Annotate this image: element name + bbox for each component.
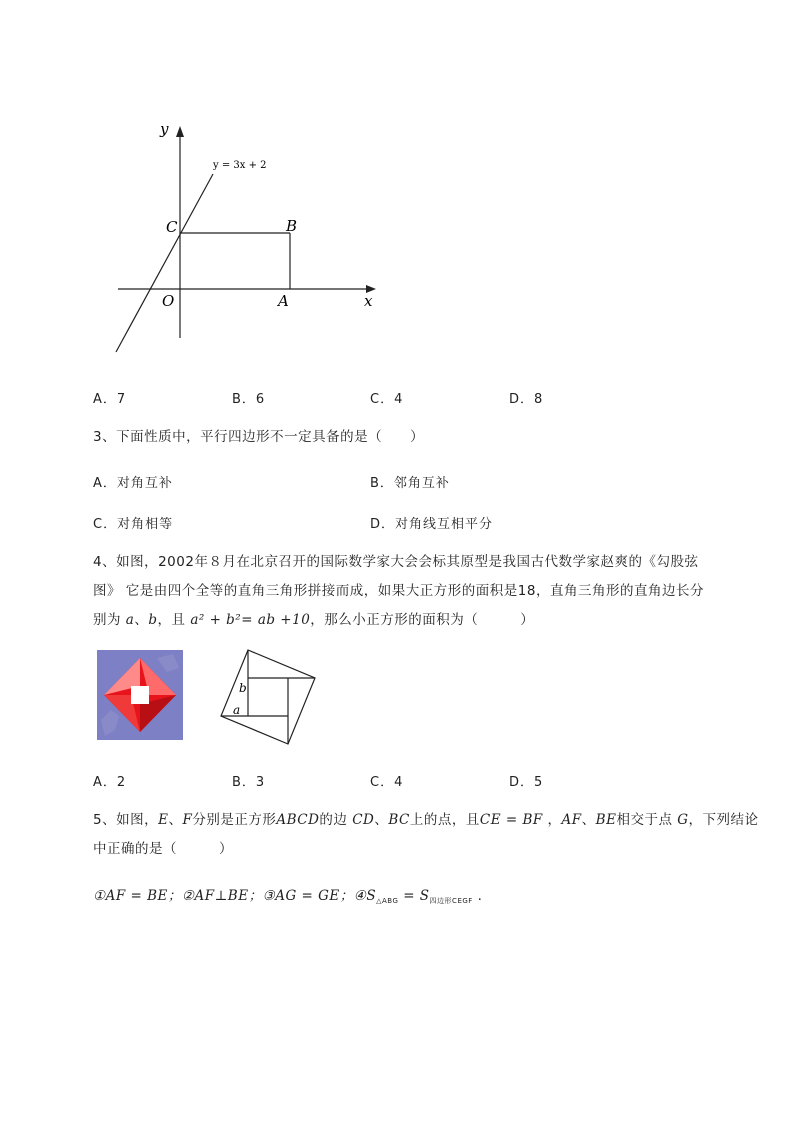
q5-square-abcd: ABCD [276, 812, 320, 828]
q5-mid2: 的边 [319, 812, 353, 828]
q4-option-d: D．5 [509, 775, 544, 790]
q2-option-d: D．8 [509, 392, 544, 407]
q4-option-c: C．4 [370, 775, 404, 790]
q5-conclusion-end: . [472, 888, 483, 904]
q5-mid3: 上的点，且 [409, 812, 480, 828]
q2-option-b: B．6 [232, 392, 266, 407]
q5-prefix: 5、如图， [93, 812, 159, 828]
q4-stem-line3 [93, 606, 534, 635]
q4-formula: a² + b²= ab +10 [190, 612, 311, 628]
q5-conclusion-1: ①AF = BE [93, 888, 168, 904]
q5-stem-line2: 中正确的是（ ） [93, 841, 233, 857]
q4-line3-suffix: ，那么小正方形的面积为（ ） [310, 612, 535, 628]
q5-mid1: 分别是正方形 [192, 812, 277, 828]
line-y-equals-3x-plus-2 [116, 174, 213, 352]
q5-sep2: 、 [374, 812, 389, 828]
q4-option-b: B．3 [232, 775, 266, 790]
x-axis-label: x [364, 292, 373, 310]
q5-segment-af: AF [561, 812, 582, 828]
line-equation-label: y = 3x + 2 [213, 160, 267, 171]
diagram-label-b: b [239, 681, 247, 695]
q4-stem-line2: 图》 它是由四个全等的直角三角形拼接而成，如果大正方形的面积是18，直角三角形的直角边长分 [93, 583, 704, 599]
q5-conclusion-2: ；②AF⊥BE [167, 888, 249, 904]
q3-stem: 3、下面性质中，平行四边形不一定具备的是（ ） [93, 429, 425, 445]
congress-emblem-image [97, 650, 183, 740]
q2-option-c: C．4 [370, 392, 404, 407]
q4-separator: 、 [134, 612, 149, 628]
point-a-label: A [278, 292, 289, 310]
diagram-label-a: a [233, 703, 241, 717]
pythagorean-diagram [215, 647, 320, 747]
q2-option-a: A．7 [93, 392, 127, 407]
q5-conclusion-4-lhs: ；④S [339, 888, 377, 904]
q4-stem-line1: 4、如图，2002年８月在北京召开的国际数学家大会会标其原型是我国古代数学家赵爽的《勾股弦 [93, 554, 699, 570]
coordinate-graph [100, 110, 400, 370]
q5-suffix: ，下列结论 [688, 812, 759, 828]
q4-var-a: a [125, 612, 135, 628]
y-axis-label: y [160, 120, 169, 138]
q5-conclusion-4-sub1: △ABG [376, 897, 399, 905]
q5-conclusion-3: ；③AG = GE [248, 888, 340, 904]
q5-ce-equals-bf: CE = BF [479, 812, 543, 828]
point-b-label: B [286, 217, 298, 235]
q4-var-b: b [148, 612, 158, 628]
q3-option-b: B．邻角互补 [370, 476, 450, 491]
q4-line3-prefix: 别为 [93, 612, 126, 628]
point-c-label: C [166, 218, 178, 236]
q5-conclusion-4-eq: = S [398, 888, 430, 904]
q5-point-f: F [182, 812, 193, 828]
q3-option-c: C．对角相等 [93, 517, 174, 532]
q3-option-a: A．对角互补 [93, 476, 173, 491]
q5-side-bc: BC [388, 812, 410, 828]
q5-sep3: ， [542, 812, 562, 828]
q5-point-g: G [677, 812, 689, 828]
y-axis-arrow-icon [176, 126, 184, 137]
q3-option-d: D．对角线互相平分 [370, 517, 494, 532]
q5-segment-be: BE [595, 812, 617, 828]
q5-conclusion-4-sub2: 四边形CEGF [429, 897, 473, 905]
q5-side-cd: CD [352, 812, 375, 828]
q4-option-a: A．2 [93, 775, 127, 790]
q5-conclusions [93, 882, 482, 916]
q4-line3-mid: ，且 [157, 612, 191, 628]
q5-sep4: 、 [581, 812, 596, 828]
point-o-label: O [162, 292, 175, 310]
q5-mid4: 相交于点 [616, 812, 678, 828]
q5-point-e: E [158, 812, 169, 828]
q5-sep1: 、 [168, 812, 183, 828]
q5-stem-line1 [93, 806, 759, 835]
